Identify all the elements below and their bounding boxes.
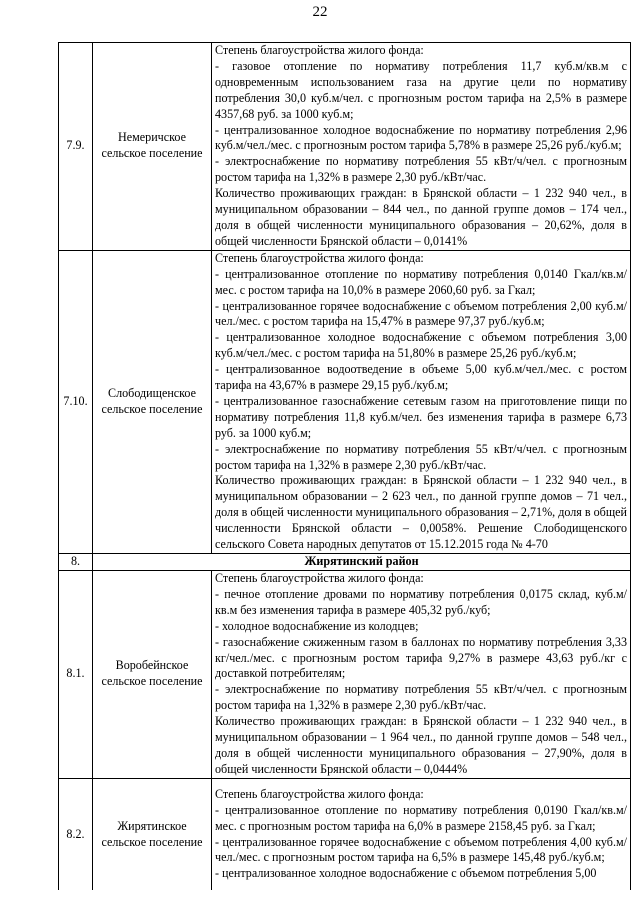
table-row bbox=[59, 571, 631, 779]
section-title: Жирятинский район bbox=[93, 554, 631, 571]
row-description: Степень благоустройства жилого фонда: - централизованное отопление по нормативу потребления 0,0190 Гкал/кв.м/мес. с прогнозным ростом тарифа на 6,0% в размере 2158,45 руб. за Гкал; - централизованное горячее водоснабжение с объемом потребления 4,00 куб.м/чел./мес. с прогнозным ростом тарифа на 6,5% в размере 145,48 руб./куб.м; - централизованное холодное водоснабжение с объемом потребления 5,00 bbox=[212, 778, 631, 890]
settlement-name: Жирятинское сельское поселение bbox=[93, 778, 212, 890]
settlement-name: Воробейнское сельское поселение bbox=[93, 571, 212, 779]
row-number: 7.9. bbox=[59, 43, 93, 251]
settlement-name: Немеричское сельское поселение bbox=[93, 43, 212, 251]
page-number: 22 bbox=[312, 4, 328, 20]
table-row bbox=[59, 43, 631, 251]
row-description: Степень благоустройства жилого фонда: - газовое отопление по нормативу потребления 11,7 куб.м/кв.м с одновременным использованием газа на другие цели по нормативу потребления 30,0 куб.м/чел. с прогнозным ростом тарифа на 2,5% в размере 4357,68 руб. за 1000 куб.м; - централизованное холодное водоснабжение по нормативу потребления 2,96 куб.м/чел./мес. с прогнозным ростом тарифа 5,78% в размере 25,26 руб./куб.м; - электроснабжение по нормативу потребления 55 кВт/ч/чел. с прогнозным ростом тарифа на 1,32% в размере 2,30 руб./кВт/час. Количество проживающих граждан: в Брянской области – 1 232 940 чел., в муниципальном образовании – 844 чел., по данной группе домов – 174 чел., доля в общей численности муниципального образования – 20,62%, доля в общей численности Брянской области – 0,0141% bbox=[212, 43, 631, 251]
section-number: 8. bbox=[59, 554, 93, 571]
table-row bbox=[59, 778, 631, 890]
row-number: 8.2. bbox=[59, 778, 93, 890]
row-number: 7.10. bbox=[59, 250, 93, 553]
table-row bbox=[59, 250, 631, 553]
tariff-table bbox=[58, 42, 631, 890]
section-row bbox=[59, 554, 631, 571]
row-description: Степень благоустройства жилого фонда: - централизованное отопление по нормативу потребления 0,0140 Гкал/кв.м/мес. с ростом тарифа на 10,0% в размере 2060,60 руб. за Гкал; - централизованное горячее водоснабжение с объемом потребления 2,00 куб.м/чел./мес. с ростом тарифа на 15,47% в размере 97,37 руб./куб.м; - централизованное холодное водоснабжение с объемом потребления 3,00 куб.м/чел./мес. с ростом тарифа на 51,80% в размере 25,26 руб./куб.м; - централизованное водоотведение в объеме 5,00 куб.м/чел./мес. с ростом тарифа на 43,67% в размере 29,15 руб./куб.м; - централизованное газоснабжение сетевым газом на приготовление пищи по нормативу потребления 11,8 куб.м/чел. без изменения тарифа в размере 6,73 руб. за 1000 куб.м; - электроснабжение по нормативу потребления 55 кВт/ч/чел. с прогнозным ростом тарифа на 1,32% в размере 2,30 руб./кВт/час. Количество проживающих граждан: в Брянской области – 1 232 940 чел., в муниципальном образовании – 2 623 чел., по данной группе домов – 71 чел., доля в общей численности муниципального образования – 2,71%, доля в общей численности Брянской области – 0,0058%. Решение Слободищенского сельского Совета народных депутатов от 15.12.2015 года № 4-70 bbox=[212, 250, 631, 553]
row-description: Степень благоустройства жилого фонда: - печное отопление дровами по нормативу потребления 0,0175 склад, куб.м/кв.м без изменения тарифа в размере 405,32 руб./куб; - холодное водоснабжение из колодцев; - газоснабжение сжиженным газом в баллонах по нормативу потребления 3,33 кг/чел./мес. с прогнозным ростом тарифа 9,27% в размере 43,63 руб./кг с доставкой потребителям; - электроснабжение по нормативу потребления 55 кВт/ч/чел. с прогнозным ростом тарифа на 1,32% в размере 2,30 руб./кВт/час. Количество проживающих граждан: в Брянской области – 1 232 940 чел., в муниципальном образовании – 1 964 чел., по данной группе домов – 548 чел., доля в общей численности муниципального образования – 27,90%, доля в общей численности Брянской области – 0,0444% bbox=[212, 571, 631, 779]
row-number: 8.1. bbox=[59, 571, 93, 779]
settlement-name: Слободищенское сельское поселение bbox=[93, 250, 212, 553]
